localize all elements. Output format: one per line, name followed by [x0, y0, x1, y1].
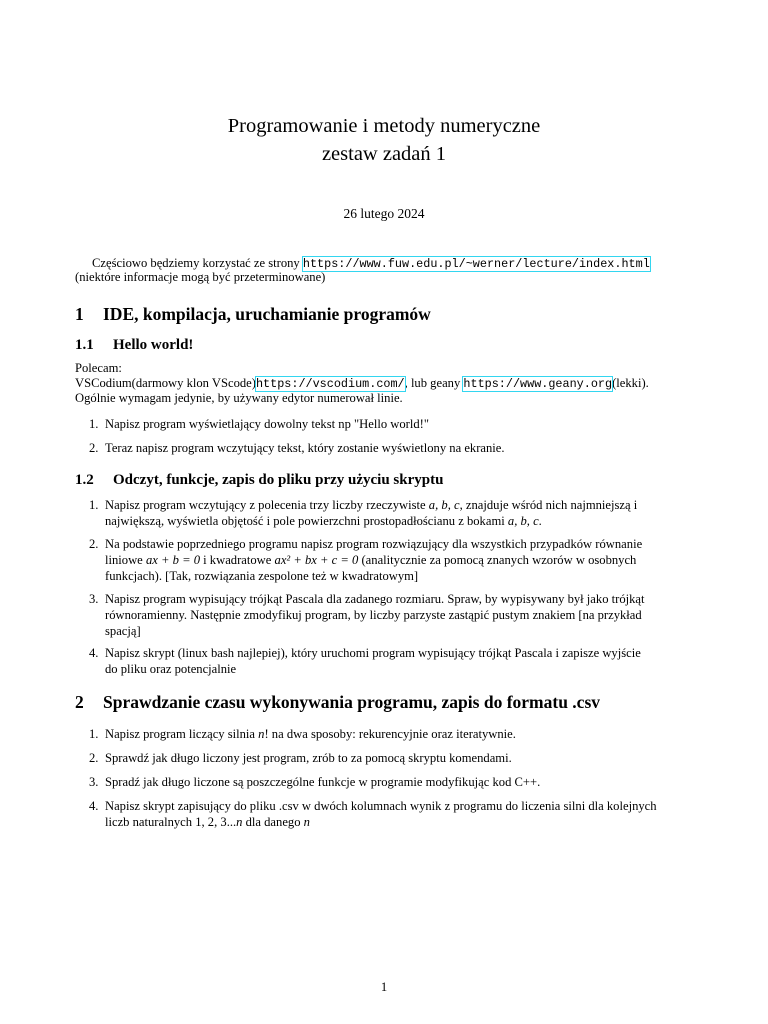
- math: n: [258, 727, 265, 741]
- subsection-title: Odczyt, funkcje, zapis do pliku przy użyciu skryptu: [113, 472, 444, 488]
- list-line: spacją]: [105, 624, 141, 638]
- math: ax + b = 0: [145, 553, 201, 567]
- section-title: IDE, kompilacja, uruchamianie programów: [103, 304, 431, 324]
- intro-line-2: (niektóre informacje mogą być przeterminowane): [75, 270, 326, 284]
- intro-link[interactable]: https://www.fuw.edu.pl/~werner/lecture/index.html: [302, 257, 650, 271]
- para-text: , lub geany: [404, 376, 461, 390]
- section-title: Sprawdzanie czasu wykonywania programu, zapis do formatu .csv: [103, 692, 600, 712]
- section-number: 2: [75, 692, 84, 712]
- math: a, b, c: [428, 498, 460, 512]
- list-line: równoramienny. Następnie zmodyfikuj program, by liczby parzyste zastąpić pustym znakiem [na przykład: [105, 608, 642, 622]
- para-line: Ogólnie wymagam jedynie, by używany edytor numerował linie.: [75, 391, 403, 405]
- geany-link[interactable]: https://www.geany.org: [463, 377, 613, 391]
- list-number: 1.: [89, 727, 99, 741]
- list-line: Na podstawie poprzedniego programu napisz program rozwiązujący dla wszystkich przypadków równanie: [105, 537, 643, 551]
- para-text: (lekki).: [612, 376, 649, 390]
- list-item: Teraz napisz program wczytujący tekst, który zostanie wyświetlony na ekranie.: [105, 441, 505, 455]
- list-item: [105, 497, 697, 529]
- list-number: 1.: [89, 498, 99, 512]
- document-subtitle: zestaw zadań 1: [321, 143, 447, 165]
- list-number: 4.: [89, 799, 99, 813]
- text: .: [538, 514, 542, 528]
- section-2-heading: [75, 692, 600, 713]
- text: liczb naturalnych 1, 2, 3...: [105, 815, 237, 829]
- list-item: Napisz program wyświetlający dowolny tekst np "Hello world!": [105, 417, 430, 431]
- section-number: 1: [75, 304, 84, 324]
- list-item: Spradź jak długo liczone są poszczególne funkcje w programie modyfikując kod C++.: [105, 775, 541, 789]
- list-item: [105, 726, 697, 742]
- subsection-title: Hello world!: [113, 337, 194, 353]
- math: ax² + bx + c = 0: [274, 553, 359, 567]
- subsection-number: 1.1: [75, 337, 94, 353]
- list-item: [105, 536, 697, 584]
- list-number: 2.: [89, 441, 99, 455]
- list-item: [105, 798, 697, 830]
- list-line: funkcjach). [Tak, rozwiązania zespolone też w kwadratowym]: [105, 569, 419, 583]
- document-title: Programowanie i metody numeryczne: [227, 115, 541, 137]
- text: , znajduje wśród nich najmniejszą i: [459, 498, 638, 512]
- section-1-heading: [75, 304, 431, 325]
- list-line: [105, 513, 697, 529]
- list-line: [105, 726, 697, 742]
- text: liniowe: [105, 553, 146, 567]
- page-number: 1: [380, 980, 388, 994]
- list-number: 3.: [89, 592, 99, 606]
- list-number: 2.: [89, 537, 99, 551]
- text: ! na dwa sposoby: rekurencyjnie oraz iteratywnie.: [264, 727, 516, 741]
- text: i kwadratowe: [200, 553, 275, 567]
- list-number: 3.: [89, 775, 99, 789]
- list-line: Napisz skrypt zapisujący do pliku .csv w dwóch kolumnach wynik z programu do liczenia silni dla kolejnych: [105, 799, 657, 813]
- math: a, b, c: [507, 514, 539, 528]
- text: (analitycznie za pomocą znanych wzorów w osobnych: [358, 553, 637, 567]
- list-line: [105, 497, 697, 513]
- text: Napisz program liczący silnia: [105, 727, 259, 741]
- list-number: 2.: [89, 751, 99, 765]
- list-number: 4.: [89, 646, 99, 660]
- para-line: Polecam:: [75, 361, 122, 375]
- text: dla danego: [242, 815, 304, 829]
- list-item: [105, 591, 697, 639]
- text: największą, wyświetla objętość i pole powierzchni prostopadłościanu z bokami: [105, 514, 508, 528]
- para-text: VSCodium(darmowy klon VScode): [75, 376, 256, 390]
- list-item: [105, 645, 697, 677]
- list-number: 1.: [89, 417, 99, 431]
- list-line: [105, 552, 697, 568]
- math: n: [303, 815, 310, 829]
- list-item: Sprawdź jak długo liczony jest program, zrób to za pomocą skryptu komendami.: [105, 751, 512, 765]
- subsection-1-2-heading: [75, 472, 443, 489]
- subsection-number: 1.2: [75, 472, 94, 488]
- document-date: 26 lutego 2024: [343, 206, 425, 221]
- list-line: Napisz skrypt (linux bash najlepiej), który uruchomi program wypisujący trójkąt Pascala i zapisze wyjście: [105, 646, 641, 660]
- intro-text: Częściowo będziemy korzystać ze strony: [92, 256, 300, 270]
- list-line: do pliku oraz potencjalnie: [105, 662, 237, 676]
- list-line: [105, 814, 697, 830]
- math: n: [236, 815, 243, 829]
- subsection-1-1-heading: [75, 337, 193, 354]
- list-line: Napisz program wypisujący trójkąt Pascala dla zadanego rozmiaru. Spraw, by wypisywany był jako trójkąt: [105, 592, 645, 606]
- vscodium-link[interactable]: https://vscodium.com/: [255, 377, 405, 391]
- text: Napisz program wczytujący z polecenia trzy liczby rzeczywiste: [105, 498, 429, 512]
